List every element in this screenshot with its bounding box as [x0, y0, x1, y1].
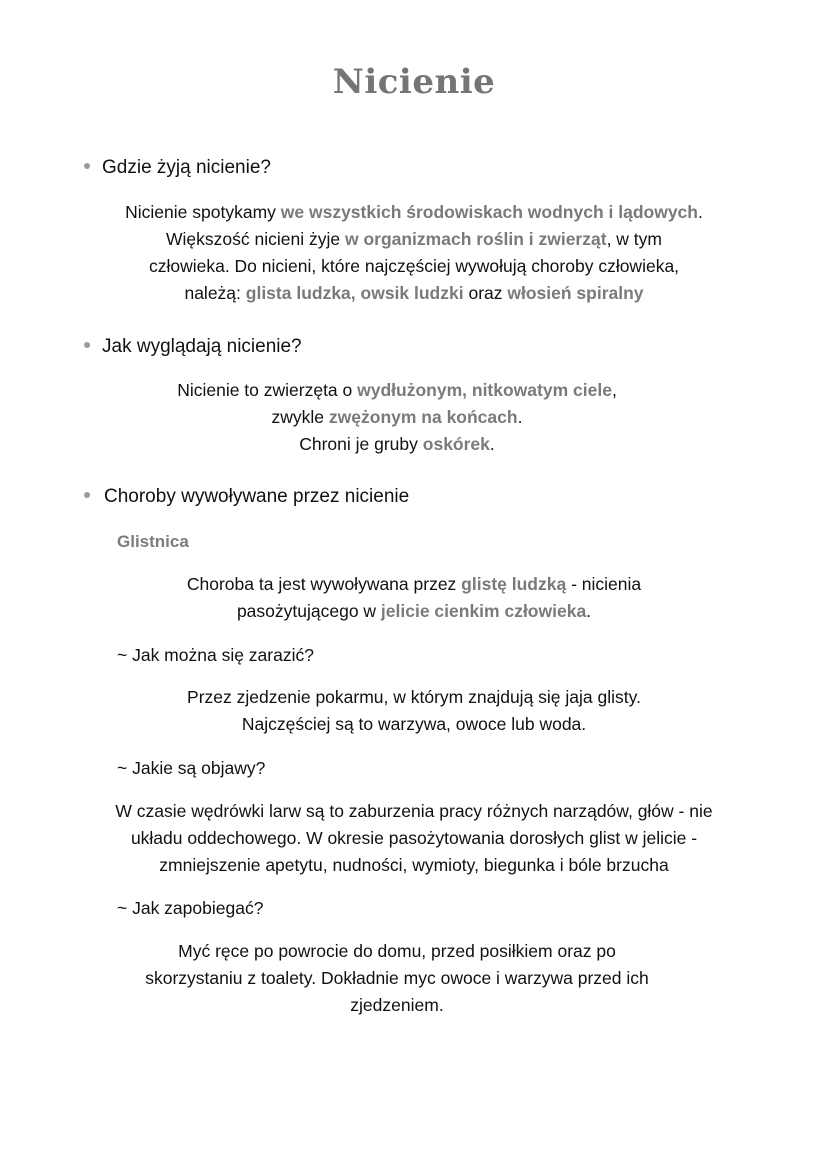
highlight-text: oskórek — [422, 434, 490, 454]
bullet-dot-icon — [84, 492, 90, 498]
heading-where-live: Gdzie żyją nicienie? — [102, 157, 271, 178]
text-line — [60, 571, 768, 598]
text-span: . — [489, 434, 495, 454]
text-span: Chroni je gruby — [299, 434, 423, 454]
paragraph-where-live — [60, 199, 768, 307]
answer-prevention — [60, 938, 734, 1019]
question-symptoms: ~ Jakie są objawy? — [117, 758, 266, 778]
text-line — [60, 280, 768, 307]
text-span: . — [586, 601, 592, 621]
bullet-diseases — [84, 486, 409, 508]
text-line: Najczęściej są to warzywa, owoce lub woda. — [241, 714, 587, 734]
text-line — [60, 226, 768, 253]
paragraph-appearance — [60, 377, 734, 458]
heading-appearance: Jak wyglądają nicienie? — [102, 336, 302, 357]
text-line: W czasie wędrówki larw są to zaburzenia pracy różnych narządów, głów - nie — [115, 801, 713, 821]
highlight-text: w organizmach roślin i zwierząt — [344, 229, 607, 249]
highlight-text: zwężonym na końcach — [328, 407, 518, 427]
highlight-text: glista ludzka, owsik ludzki — [245, 283, 464, 303]
text-line: człowieka. Do nicieni, które najczęściej wywołują choroby człowieka, — [148, 256, 680, 276]
page-title: Nicienie — [332, 62, 496, 102]
text-line: układu oddechowego. W okresie pasożytowania dorosłych glist w jelicie - — [130, 828, 698, 848]
text-span: zwykle — [271, 407, 329, 427]
text-line — [60, 598, 768, 625]
answer-symptoms — [40, 798, 788, 879]
text-line: Myć ręce po powrocie do domu, przed posiłkiem oraz po — [178, 941, 616, 961]
text-line — [60, 431, 734, 458]
text-span: należą: — [184, 283, 246, 303]
text-line: zjedzeniem. — [350, 995, 444, 1015]
text-span: Nicienie to zwierzęta o — [177, 380, 358, 400]
text-span: , — [611, 380, 617, 400]
highlight-text: włosień spiralny — [507, 283, 644, 303]
text-span: , w tym — [606, 229, 662, 249]
text-span: . — [697, 202, 703, 222]
highlight-text: we wszystkich środowiskach wodnych i lądowych — [280, 202, 698, 222]
subheading-glistnica: Glistnica — [117, 532, 189, 551]
highlight-text: wydłużonym, nitkowatym ciele — [357, 380, 612, 400]
text-span: Choroba ta jest wywoływana przez — [186, 574, 462, 594]
text-line — [60, 404, 734, 431]
bullet-dot-icon — [84, 163, 90, 169]
text-span: Większość nicieni żyje — [166, 229, 345, 249]
heading-diseases: Choroby wywoływane przez nicienie — [104, 486, 410, 507]
highlight-text: jelicie cienkim człowieka — [380, 601, 587, 621]
question-infection: ~ Jak można się zarazić? — [117, 645, 314, 665]
bullet-dot-icon — [84, 342, 90, 348]
text-span: - nicienia — [566, 574, 642, 594]
bullet-where-live — [84, 157, 271, 179]
text-line — [60, 377, 734, 404]
paragraph-glistnica — [60, 571, 768, 625]
text-line — [60, 199, 768, 226]
text-span: Nicienie spotykamy — [125, 202, 281, 222]
bullet-appearance — [84, 336, 302, 358]
text-line: Przez zjedzenie pokarmu, w którym znajdują się jaja glisty. — [187, 687, 641, 707]
highlight-text: glistę ludzką — [461, 574, 567, 594]
text-span: . — [517, 407, 523, 427]
text-span: oraz — [463, 283, 508, 303]
question-prevention: ~ Jak zapobiegać? — [117, 898, 264, 918]
text-line: zmniejszenie apetytu, nudności, wymioty, biegunka i bóle brzucha — [159, 855, 669, 875]
text-span: pasożytującego w — [236, 601, 381, 621]
answer-infection — [60, 684, 768, 738]
text-line: skorzystaniu z toalety. Dokładnie myc owoce i warzywa przed ich — [145, 968, 649, 988]
